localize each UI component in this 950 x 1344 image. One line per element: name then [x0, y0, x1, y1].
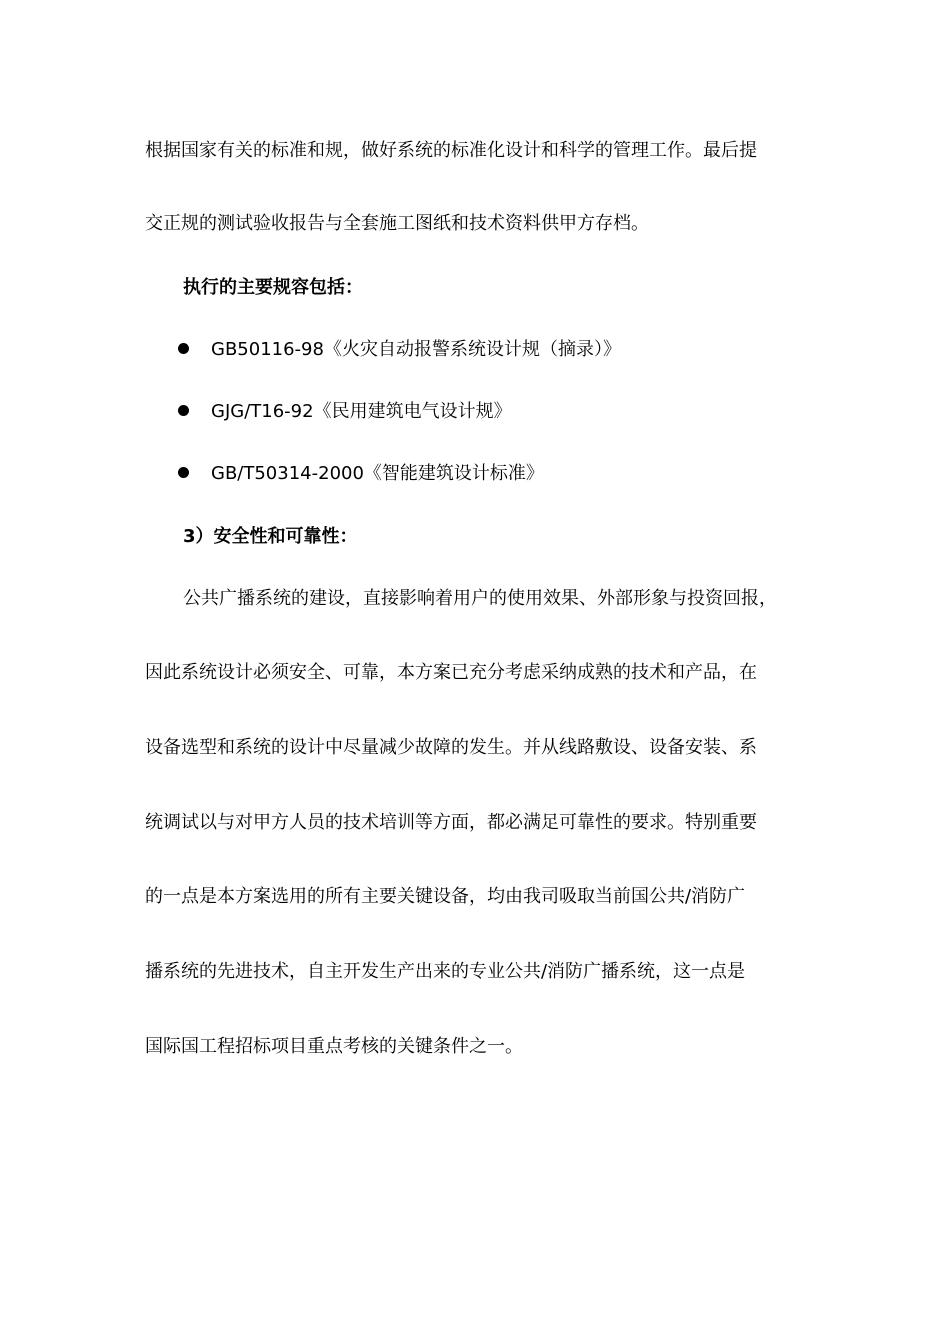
- list-item: [178, 400, 512, 424]
- list-item: [178, 338, 621, 362]
- bullet-icon: [178, 405, 189, 416]
- list-item-text: GJG/T16-92《民用建筑电气设计规》: [211, 401, 512, 422]
- bullet-icon: [178, 467, 189, 478]
- section-heading: 3）安全性和可靠性：: [183, 526, 358, 547]
- standards-heading: 执行的主要规容包括：: [183, 277, 363, 298]
- paragraph-line: 统调试以与对甲方人员的技术培训等方面，都必满足可靠性的要求。特别重要: [145, 812, 757, 833]
- paragraph-line: 交正规的测试验收报告与全套施工图纸和技术资料供甲方存档。: [145, 213, 649, 234]
- list-item-text: GB/T50314-2000《智能建筑设计标准》: [211, 463, 544, 484]
- paragraph-line: 设备选型和系统的设计中尽量减少故障的发生。并从线路敷设、设备安装、系: [145, 737, 757, 758]
- paragraph-line: 播系统的先进技术，自主开发生产出来的专业公共/消防广播系统，这一点是: [145, 961, 746, 982]
- list-item-text: GB50116-98《火灾自动报警系统设计规（摘录）》: [211, 339, 621, 360]
- paragraph-line: 国际国工程招标项目重点考核的关键条件之一。: [145, 1036, 523, 1057]
- paragraph-line: 公共广播系统的建设，直接影响着用户的使用效果、外部形象与投资回报，: [183, 588, 777, 609]
- paragraph-line: 因此系统设计必须安全、可靠，本方案已充分考虑采纳成熟的技术和产品，在: [145, 662, 757, 683]
- paragraph-line: 的一点是本方案选用的所有主要关键设备，均由我司吸取当前国公共/消防广: [145, 886, 746, 907]
- bullet-icon: [178, 343, 189, 354]
- paragraph-line: 根据国家有关的标准和规，做好系统的标准化设计和科学的管理工作。最后提: [145, 140, 757, 161]
- list-item: [178, 462, 544, 486]
